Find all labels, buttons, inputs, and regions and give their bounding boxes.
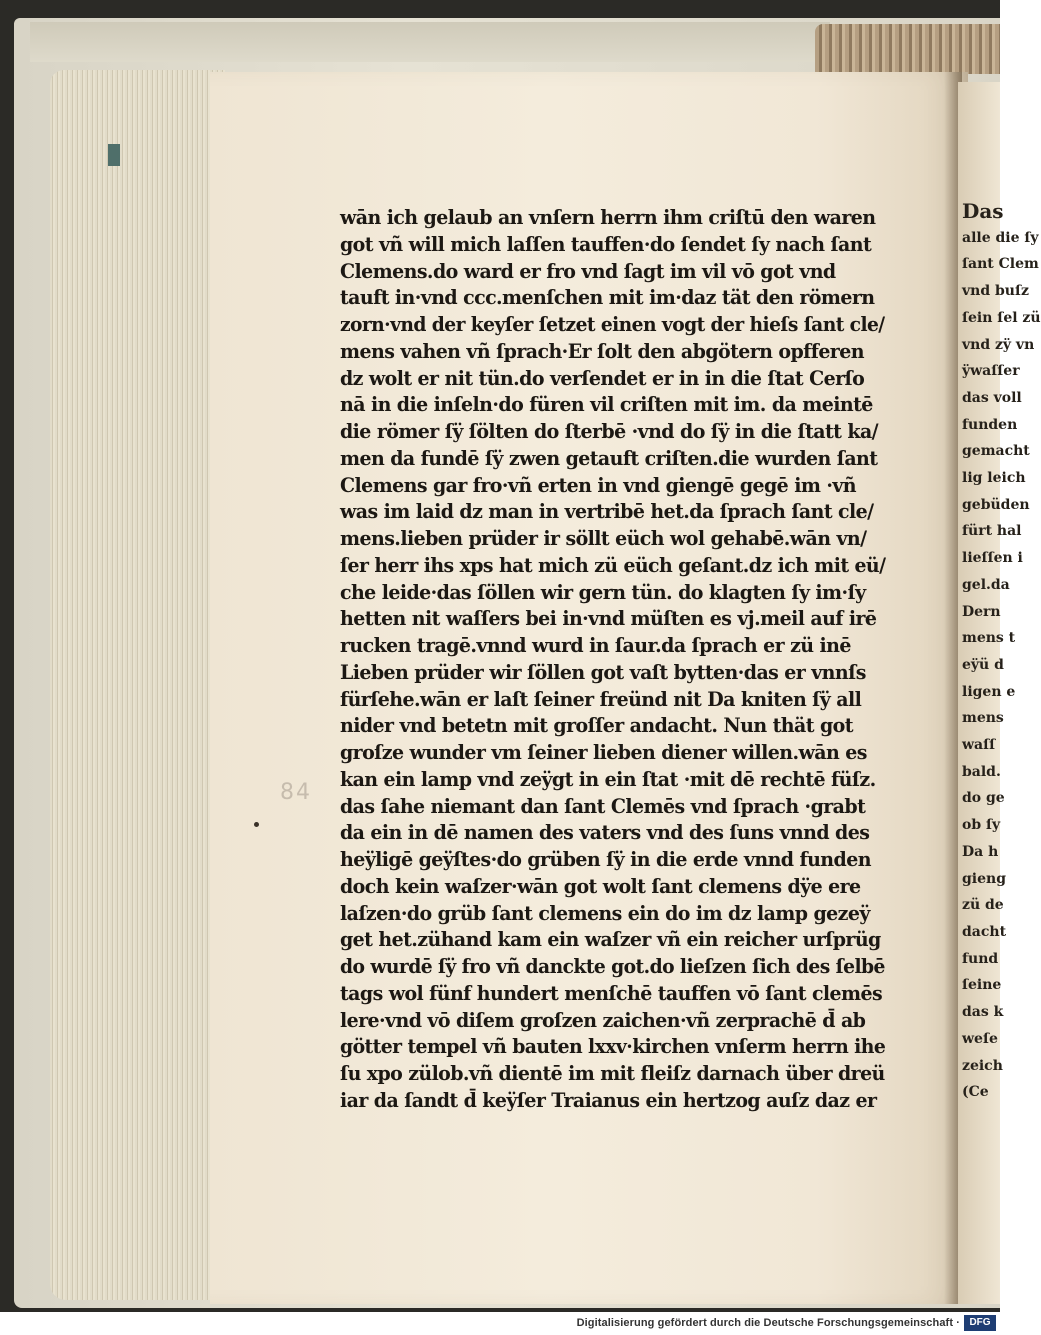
text-line: wān ich gelaub an vnſern herrn ihm criſtū den waren <box>340 206 876 229</box>
facing-text-fragment: gemacht <box>962 443 1030 460</box>
ink-mark <box>254 822 259 827</box>
facing-text-fragment: funden <box>962 416 1018 433</box>
facing-text-fragment: fürt hal <box>962 523 1022 540</box>
facing-text-fragment: zü de <box>962 897 1004 914</box>
digitization-footer <box>0 1312 1000 1335</box>
facing-text-fragment: mens t <box>962 630 1016 647</box>
text-line: rucken tragē.vnnd wurd in ſaur.da ſprach er zü inē <box>340 634 851 657</box>
facing-text-fragment: weſe <box>962 1030 998 1047</box>
text-line: got vñ will mich laſſen tauffen·do ſendet ſy nach ſant <box>340 232 872 256</box>
facing-text-fragment: gel.da <box>962 576 1010 593</box>
text-line: nā in die inſeln·do füren vil criſten mit im. da meintē <box>340 393 873 417</box>
facing-text-fragment: dacht <box>962 923 1007 940</box>
page-tab-marker <box>108 144 120 166</box>
text-line: tags wol fünf hundert menſchē tauffen vō ſant clemēs <box>340 981 883 1005</box>
facing-text-fragment: ÿwaſſer <box>962 363 1020 380</box>
facing-text-fragment: ſant Clem <box>962 256 1039 273</box>
page-edges <box>50 70 225 1300</box>
text-line: men da fundē ſÿ zwen getauft criſten.die wurden ſant <box>340 446 878 470</box>
pencil-marginal-note: 84 <box>280 780 312 805</box>
text-line: zorn·vnd der keyſer ſetzet einen vogt der hieſs ſant cle/ <box>340 313 885 336</box>
facing-text-fragment: fund <box>962 950 999 967</box>
cover-top-edge <box>30 22 830 62</box>
text-line: kan ein lamp vnd zeÿgt in ein ſtat ·mit dē rechtē füſz. <box>340 767 876 791</box>
text-line: Clemens.do ward er fro vnd ſagt im vil vō got vnd <box>340 259 836 283</box>
facing-text-fragment: lieſſen i <box>962 550 1023 567</box>
facing-text-fragment: ſeine <box>962 977 1002 994</box>
text-line: laſzen·do grüb ſant clemens ein do im dz lamp gezeÿ <box>340 901 870 925</box>
text-line: das ſahe niemant dan ſant Clemēs vnd ſprach ·grabt <box>340 794 866 818</box>
facing-text-fragment: ligen e <box>962 683 1016 700</box>
facing-text-fragment: zeich <box>962 1057 1003 1074</box>
text-line: Lieben prüder wir ſöllen got vaſt bytten·das er vnnſs <box>340 660 866 684</box>
text-line: do wurdē ſÿ fro vñ danckte got.do lieſzen ſich des ſelbē <box>340 955 885 978</box>
text-line: was im laid dz man in vertribē het.da ſprach ſant cle/ <box>340 500 874 524</box>
facing-text-fragment: Das <box>962 199 1004 223</box>
text-line: groſze wunder vm ſeiner lieben diener willen.wān es <box>340 741 867 764</box>
facing-text-fragment: eÿü d <box>962 656 1004 673</box>
text-line: ſer herr ihs xps hat mich zü eüch geſant.dz ich mit eü/ <box>340 553 886 577</box>
facing-text-fragment: Dern <box>962 603 1001 620</box>
facing-text-fragment: gieng <box>962 870 1006 887</box>
text-line: che leide·das ſöllen wir gern tün. do klagten ſy im·ſy <box>340 580 866 604</box>
dfg-logo: DFG <box>964 1315 996 1331</box>
facing-text-fragment: vnd zÿ vn <box>962 336 1035 353</box>
facing-text-fragment: (Ce <box>962 1084 989 1101</box>
facing-page-fragment <box>958 82 1041 1304</box>
facing-text-fragment: ob ſy <box>962 817 1001 834</box>
text-line: hetten nit waſſers bei in·vnd müſten es vj.meil auf irē <box>340 607 877 631</box>
page-text-block <box>340 205 900 1115</box>
text-line: iar da ſandt d̄ keÿſer Traianus ein hertzog auſz daz er <box>340 1088 877 1112</box>
text-line: Clemens gar fro·vñ erten in vnd giengē gegē im ·vñ <box>340 473 857 497</box>
text-line: nider vnd betetn mit groſſer andacht. Nun thät got <box>340 714 853 738</box>
facing-text-fragment: alle die ſy <box>962 229 1039 246</box>
facing-text-fragment: Da h <box>962 843 999 860</box>
text-line: mens vahen vñ ſprach·Er ſolt den abgötern opfferen <box>340 339 864 363</box>
footer-credit: Digitalisierung gefördert durch die Deutsche Forschungsgemeinschaft · <box>576 1317 960 1329</box>
text-line: dz wolt er nit tün.do verſendet er in in die ſtat Cerſo <box>340 366 865 390</box>
text-line: heÿligē geÿſtes·do grüben ſÿ in die erde vnnd funden <box>340 848 871 871</box>
facing-text-fragment: vnd buſz <box>962 283 1029 300</box>
facing-text-fragment: waſſ <box>962 737 996 754</box>
facing-text-fragment: gebüden <box>962 496 1030 513</box>
facing-text-fragment: do ge <box>962 790 1005 807</box>
text-line: doch kein waſzer·wān got wolt ſant clemens dÿe ere <box>340 874 861 898</box>
facing-text-fragment: mens <box>962 710 1004 727</box>
text-line: da ein in dē namen des vaters vnd des ſuns vnnd des <box>340 821 870 845</box>
facing-text-fragment: das voll <box>962 389 1022 406</box>
spine-headband <box>815 24 1000 74</box>
text-line: ſu xpo zülob.vñ dientē im mit fleiſz darnach über dreü <box>340 1062 885 1085</box>
text-line: lere·vnd vō diſem groſzen zaichen·vñ zerprachē d̄ ab <box>340 1008 866 1032</box>
facing-text-fragment: lig leich <box>962 470 1026 487</box>
text-line: tauft in·vnd ccc.menſchen mit im·daz tät den römern <box>340 286 875 310</box>
text-line: mens.lieben prüder ir söllt eüch wol gehabē.wān vn/ <box>340 527 867 550</box>
facing-text-fragment: bald. <box>962 763 1001 780</box>
facing-text-fragment: das k <box>962 1004 1004 1021</box>
text-line: die römer ſÿ ſölten do ſterbē ·vnd do ſÿ in die ſtatt ka/ <box>340 420 879 443</box>
text-line: fürſehe.wān er laſt ſeiner freünd nit Da kniten ſÿ all <box>340 687 862 711</box>
facing-text-fragment: ſein ſel zü <box>962 309 1041 326</box>
text-line: get het.zühand kam ein waſzer vñ ein reicher urſprüg <box>340 928 881 952</box>
text-line: götter tempel vñ bauten lxxv·kirchen vnſerm herrn ihe <box>340 1035 886 1059</box>
